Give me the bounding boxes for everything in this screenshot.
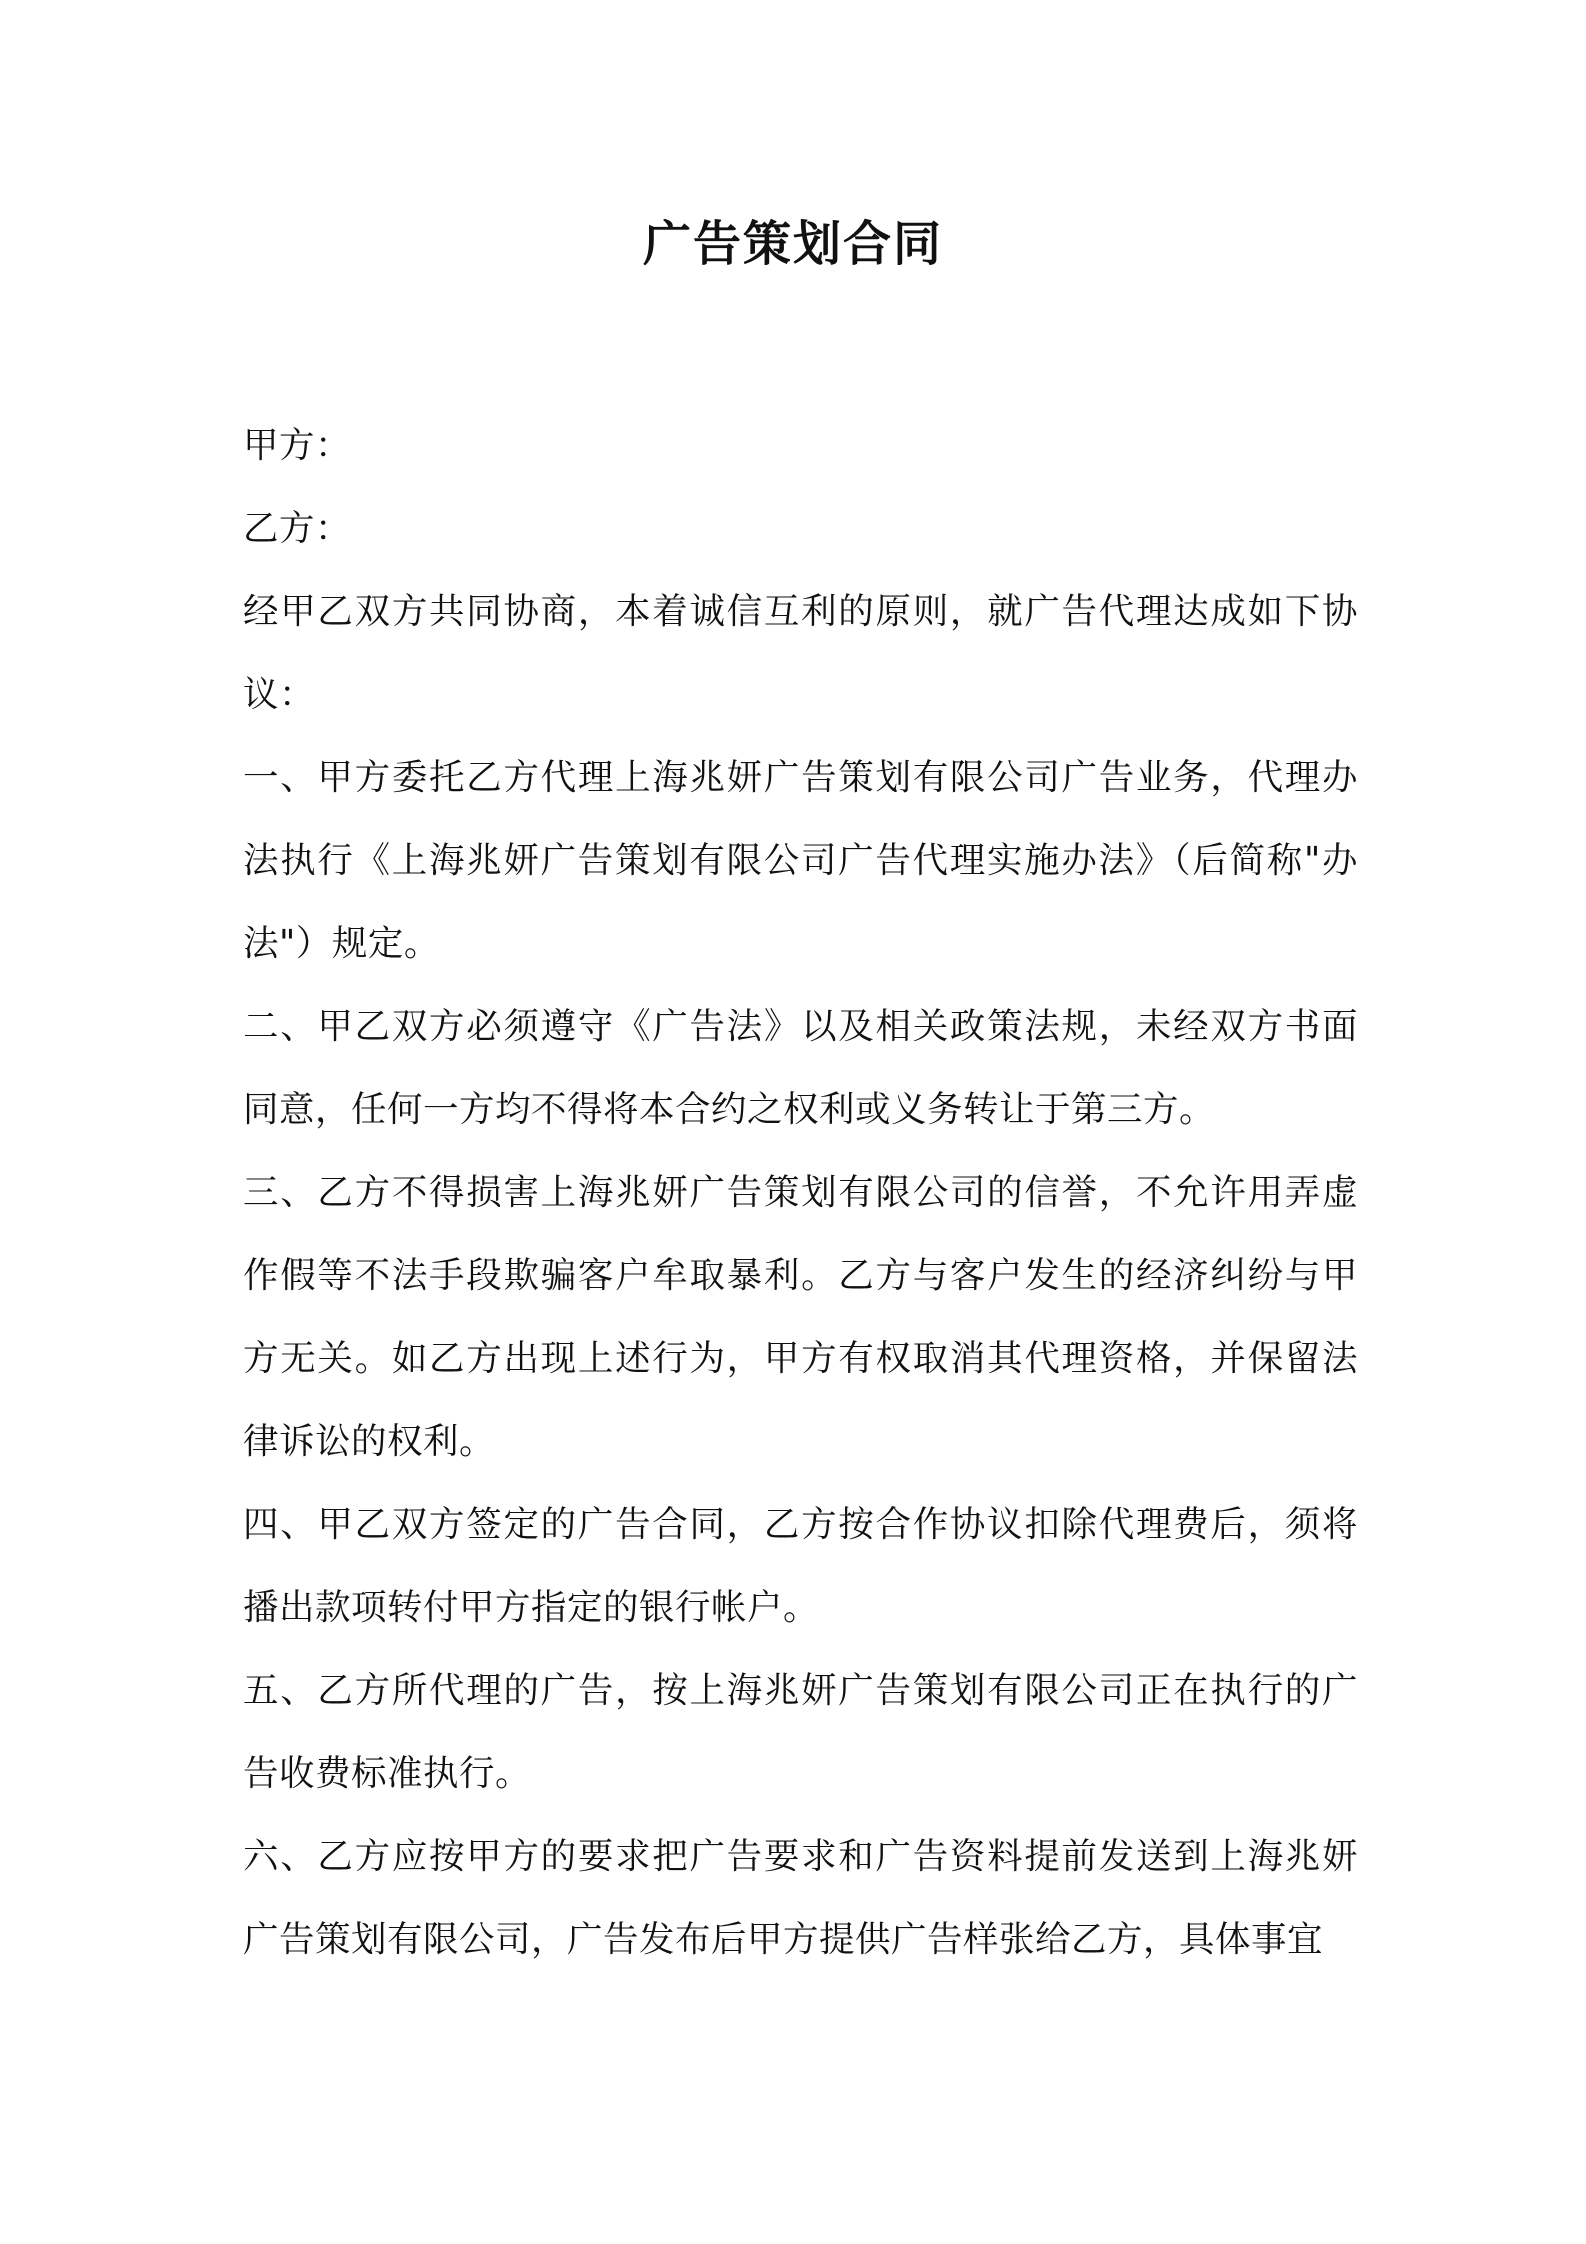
clause-5: 五、乙方所代理的广告，按上海兆妍广告策划有限公司正在执行的广告收费标准执行。	[243, 1670, 1358, 1794]
intro-paragraph: 经甲乙双方共同协商，本着诚信互利的原则，就广告代理达成如下协议：	[243, 591, 1358, 715]
party-a-line: 甲方：	[243, 425, 352, 466]
clause-6: 六、乙方应按甲方的要求把广告要求和广告资料提前发送到上海兆妍广告策划有限公司，广告发布后甲方提供广告样张给乙方，具体事宜	[243, 1836, 1358, 1960]
clause-4: 四、甲乙双方签定的广告合同，乙方按合作协议扣除代理费后，须将播出款项转付甲方指定的银行帐户。	[243, 1504, 1358, 1628]
clause-1: 一、甲方委托乙方代理上海兆妍广告策划有限公司广告业务，代理办法执行《上海兆妍广告策划有限公司广告代理实施办法》（后简称"办法"）规定。	[243, 757, 1358, 964]
document-title: 广告策划合同	[642, 216, 943, 272]
clause-3: 三、乙方不得损害上海兆妍广告策划有限公司的信誉，不允许用弄虚作假等不法手段欺骗客户牟取暴利。乙方与客户发生的经济纠纷与甲方无关。如乙方出现上述行为，甲方有权取消其代理资格，并保留法律诉讼的权利。	[243, 1172, 1358, 1462]
clause-2: 二、甲乙双方必须遵守《广告法》以及相关政策法规，未经双方书面同意，任何一方均不得将本合约之权利或义务转让于第三方。	[243, 1006, 1358, 1130]
document-body	[243, 404, 1358, 1981]
party-b-line: 乙方：	[243, 508, 352, 549]
